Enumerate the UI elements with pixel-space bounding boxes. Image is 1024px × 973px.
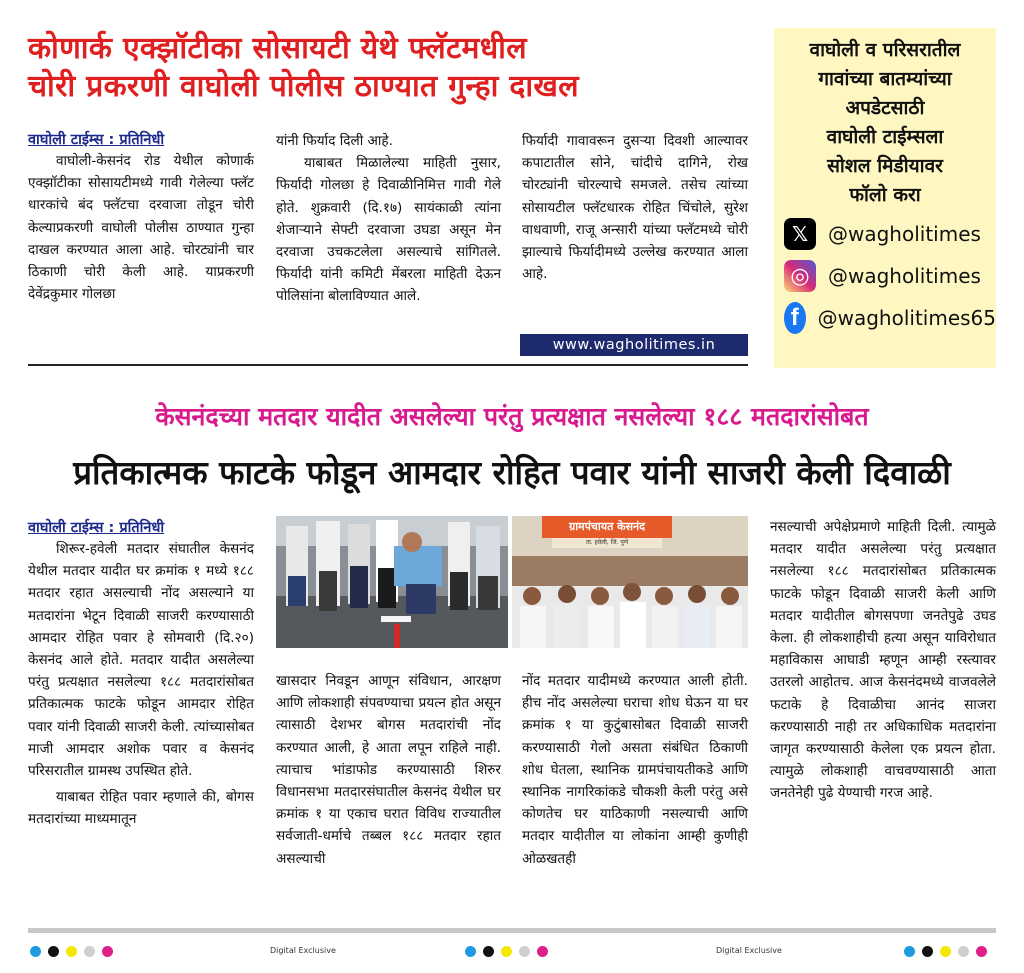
social-follow-box [774, 28, 996, 368]
story1-headline-line2: चोरी प्रकरणी वाघोली पोलीस ठाण्यात गुन्हा दाखल [28, 69, 579, 104]
color-dot [904, 946, 915, 957]
x-icon[interactable]: 𝕏 [784, 218, 816, 250]
story2-col1-text-a: शिरूर-हवेली मतदार संघातील केसनंद येथील मतदार यादीत घर क्रमांक १ मध्ये १८८ मतदार रहात असल्याची नोंद असल्याने या मतदारांना भेटून दिवाळी साजरी करण्यासाठी आमदार रोहित पवार हे सोमवारी (दि.२०) केसनंद आले होते. मतदार यादीत असलेल्या परंतु प्रत्यक्षात नसलेल्या १८८ मतदारांसोबत प्रतिकात्मक फाटके फोडून आमदार रोहित पवार यांनी दिवाळी साजरी केली. त्यांच्यासोबत माजी आमदार अशोक पवार व केसनंद परिसरातील ग्रामस्थ उपस्थित होते. [28, 541, 254, 780]
website-link[interactable]: www.wagholitimes.in [520, 334, 748, 356]
story1-column-2 [276, 130, 501, 308]
color-dot [465, 946, 476, 957]
photo-firecrackers [276, 516, 508, 648]
color-dot [940, 946, 951, 957]
photo-grampanchayat [512, 516, 748, 648]
facebook-handle[interactable]: @wagholitimes65 [817, 306, 996, 330]
story2-subheadline: केसनंदच्या मतदार यादीत असलेल्या परंतु प्रत्यक्षात नसलेल्या १८८ मतदारांसोबत [155, 402, 869, 431]
color-dot [66, 946, 77, 957]
photo-firecrackers-image [276, 516, 508, 648]
photo-grampanchayat-image [512, 516, 748, 648]
story1-col3-text: फिर्यादी गावावरून दुसऱ्या दिवशी आल्यावर कपाटातील सोने, चांदीचे दागिने, रोख चोरट्यांनी चोरल्याचे समजले. तसेच त्यांच्या सोसायटील फ्लॅटधारक रोहित चिंचोले, सुरेश वाधवाणी, राजू अन्सारी यांच्या फ्लॅटमध्ये चोरी झाल्याचे फिर्यादीमध्ये उल्लेख करण्यात आला आहे. [522, 133, 748, 283]
color-dot [976, 946, 987, 957]
color-dot [537, 946, 548, 957]
footer-bar [28, 928, 996, 933]
social-row-instagram[interactable] [784, 258, 996, 294]
color-dot [30, 946, 41, 957]
instagram-icon[interactable]: ◎ [784, 260, 816, 292]
follow-line: गावांच्या बातम्यांच्या [818, 68, 952, 90]
color-dot [102, 946, 113, 957]
follow-text-block [774, 28, 996, 210]
story2-column-4 [770, 516, 996, 805]
x-handle[interactable]: @wagholitimes [828, 222, 981, 246]
story1-col2-text-b: याबाबत मिळालेल्या माहिती नुसार, फिर्यादी गोलछा हे दिवाळीनिमित्त गावी गेले होते. शुक्रवारी (दि.१७) सायंकाळी त्यांना शेजाऱ्याने सेफ्टी दरवाजा उघडा असून मेन दरवाजा उचकटलेला असल्याचे सांगितले. फिर्यादी यांनी कमिटी मेंबरला माहिती देऊन पोलिसांना बोलाविण्यात आले. [276, 155, 501, 305]
color-dot [958, 946, 969, 957]
story2-col2-text: खासदार निवडून आणून संविधान, आरक्षण आणि लोकशाही संपवण्याचा प्रयत्न होत असून त्यासाठी देशभर बोगस मतदारांची नोंद करण्यात आली, हे आता लपून राहिले नाही. त्याचाच भांडाफोड करण्यासाठी शिरुर विधानसभा मतदारसंघातील केसनंद येथील घर क्रमांक १ या एकाच घरात विविध राज्यातील सर्वजाती-धर्माचे तब्बल १८८ मतदार रहात असल्याची [276, 673, 501, 867]
story1-column-1 [28, 130, 254, 305]
color-dot [483, 946, 494, 957]
story1-byline[interactable]: वाघोली टाईम्स : प्रतिनिधी [28, 132, 165, 148]
follow-line: वाघोली व परिसरातील [809, 39, 961, 61]
story1-headline-line1: कोणार्क एक्झॉटीका सोसायटी येथे फ्लॅटमधील [28, 31, 527, 66]
follow-line: वाघोली टाईम्सला [826, 126, 944, 148]
facebook-icon[interactable]: f [784, 302, 806, 334]
color-dot [922, 946, 933, 957]
story1-col2-text-a: यांनी फिर्याद दिली आहे. [276, 133, 393, 149]
social-list [774, 216, 996, 336]
story1-col1-text: वाघोली-केसनंद रोड येथील कोणार्क एक्झॉटीका सोसायटीमध्ये गावी गेलेल्या फ्लॅट धारकांचे बंद फ्लॅटचा दरवाजा तोडून चोरी केल्याप्रकरणी वाघोली पोलीस ठाण्यात गुन्हा दाखल करण्यात आला आहे. चोरट्यांनी चार ठिकाणी चोरी केली आहे. याप्रकरणी देवेंद्रकुमार गोलछा [28, 153, 254, 303]
follow-line: फॉलो करा [849, 184, 921, 206]
follow-line: अपडेटसाठी [845, 97, 925, 119]
instagram-handle[interactable]: @wagholitimes [828, 264, 981, 288]
sign-board-subtext: ता. हवेली, जि. पुणे [585, 539, 629, 546]
story2-byline[interactable]: वाघोली टाईम्स : प्रतिनिधी [28, 520, 165, 536]
story1-headline [28, 30, 768, 106]
social-row-facebook[interactable] [784, 300, 996, 336]
color-dot [48, 946, 59, 957]
story2-col1-text-b: याबाबत रोहित पवार म्हणाले की, बोगस मतदारांच्या माध्यमातून [28, 789, 254, 828]
story1-divider [28, 364, 748, 366]
social-row-x[interactable] [784, 216, 996, 252]
story2-col3-text: नोंद मतदार यादीमध्ये करण्यात आली होती. हीच नोंद असलेल्या घराचा शोध घेऊन या घर क्रमांक १ या कुटुंबासोबत दिवाळी साजरी करण्यासाठी गेलो असता संबंधित ठिकाणी शोध घेतला, स्थानिक ग्रामपंचायतीकडे आणि स्थानिक नागरिकांकडे चौकशी केली परंतु असे कोणतेच घर याठिकाणी नसल्याची आणि मतदार यादीतील या लोकांना आम्ही कुणीही ओळखतही [522, 673, 748, 867]
story2-column-2 [276, 670, 501, 870]
story2-column-1 [28, 518, 254, 831]
digital-exclusive-label: Digital Exclusive [270, 946, 336, 955]
color-dot [501, 946, 512, 957]
digital-exclusive-label: Digital Exclusive [716, 946, 782, 955]
color-dot [84, 946, 95, 957]
story2-headline: प्रतिकात्मक फाटके फोडून आमदार रोहित पवार यांनी साजरी केली दिवाळी [73, 453, 951, 492]
story2-column-3 [522, 670, 748, 870]
story2-col4-text: नसल्याची अपेक्षेप्रमाणे माहिती दिली. त्यामुळे मतदार यादीत असलेल्या परंतु प्रत्यक्षात नसलेल्या १८८ मतदारांसोबत प्रतिकात्मक फाटके फोडून दिवाळी साजरी केली आणि मतदार यादीतील बोगसपणा जनतेपुढे उघड केला. ही लोकशाहीची हत्या असून याविरोधात महाविकास आघाडी म्हणून आम्ही रस्त्यावर उतरलो आहोतच. आज केसनंदमध्ये वाजवलेले फटाके हे दिवाळीचा आनंद साजरा करण्यासाठी नाही तर अधिकाधिक मतदारांना जागृत करण्यासाठी केलेला एक प्रयत्न होता. त्यामुळे लोकशाही वाचवण्यासाठी आता जनतेनेही पुढे येण्याची गरज आहे. [770, 519, 996, 802]
story1-column-3 [522, 130, 748, 285]
follow-line: सोशल मिडीयावर [827, 155, 943, 177]
sign-board-text: ग्रामपंचायत केसनंद [568, 520, 646, 533]
color-dot [519, 946, 530, 957]
